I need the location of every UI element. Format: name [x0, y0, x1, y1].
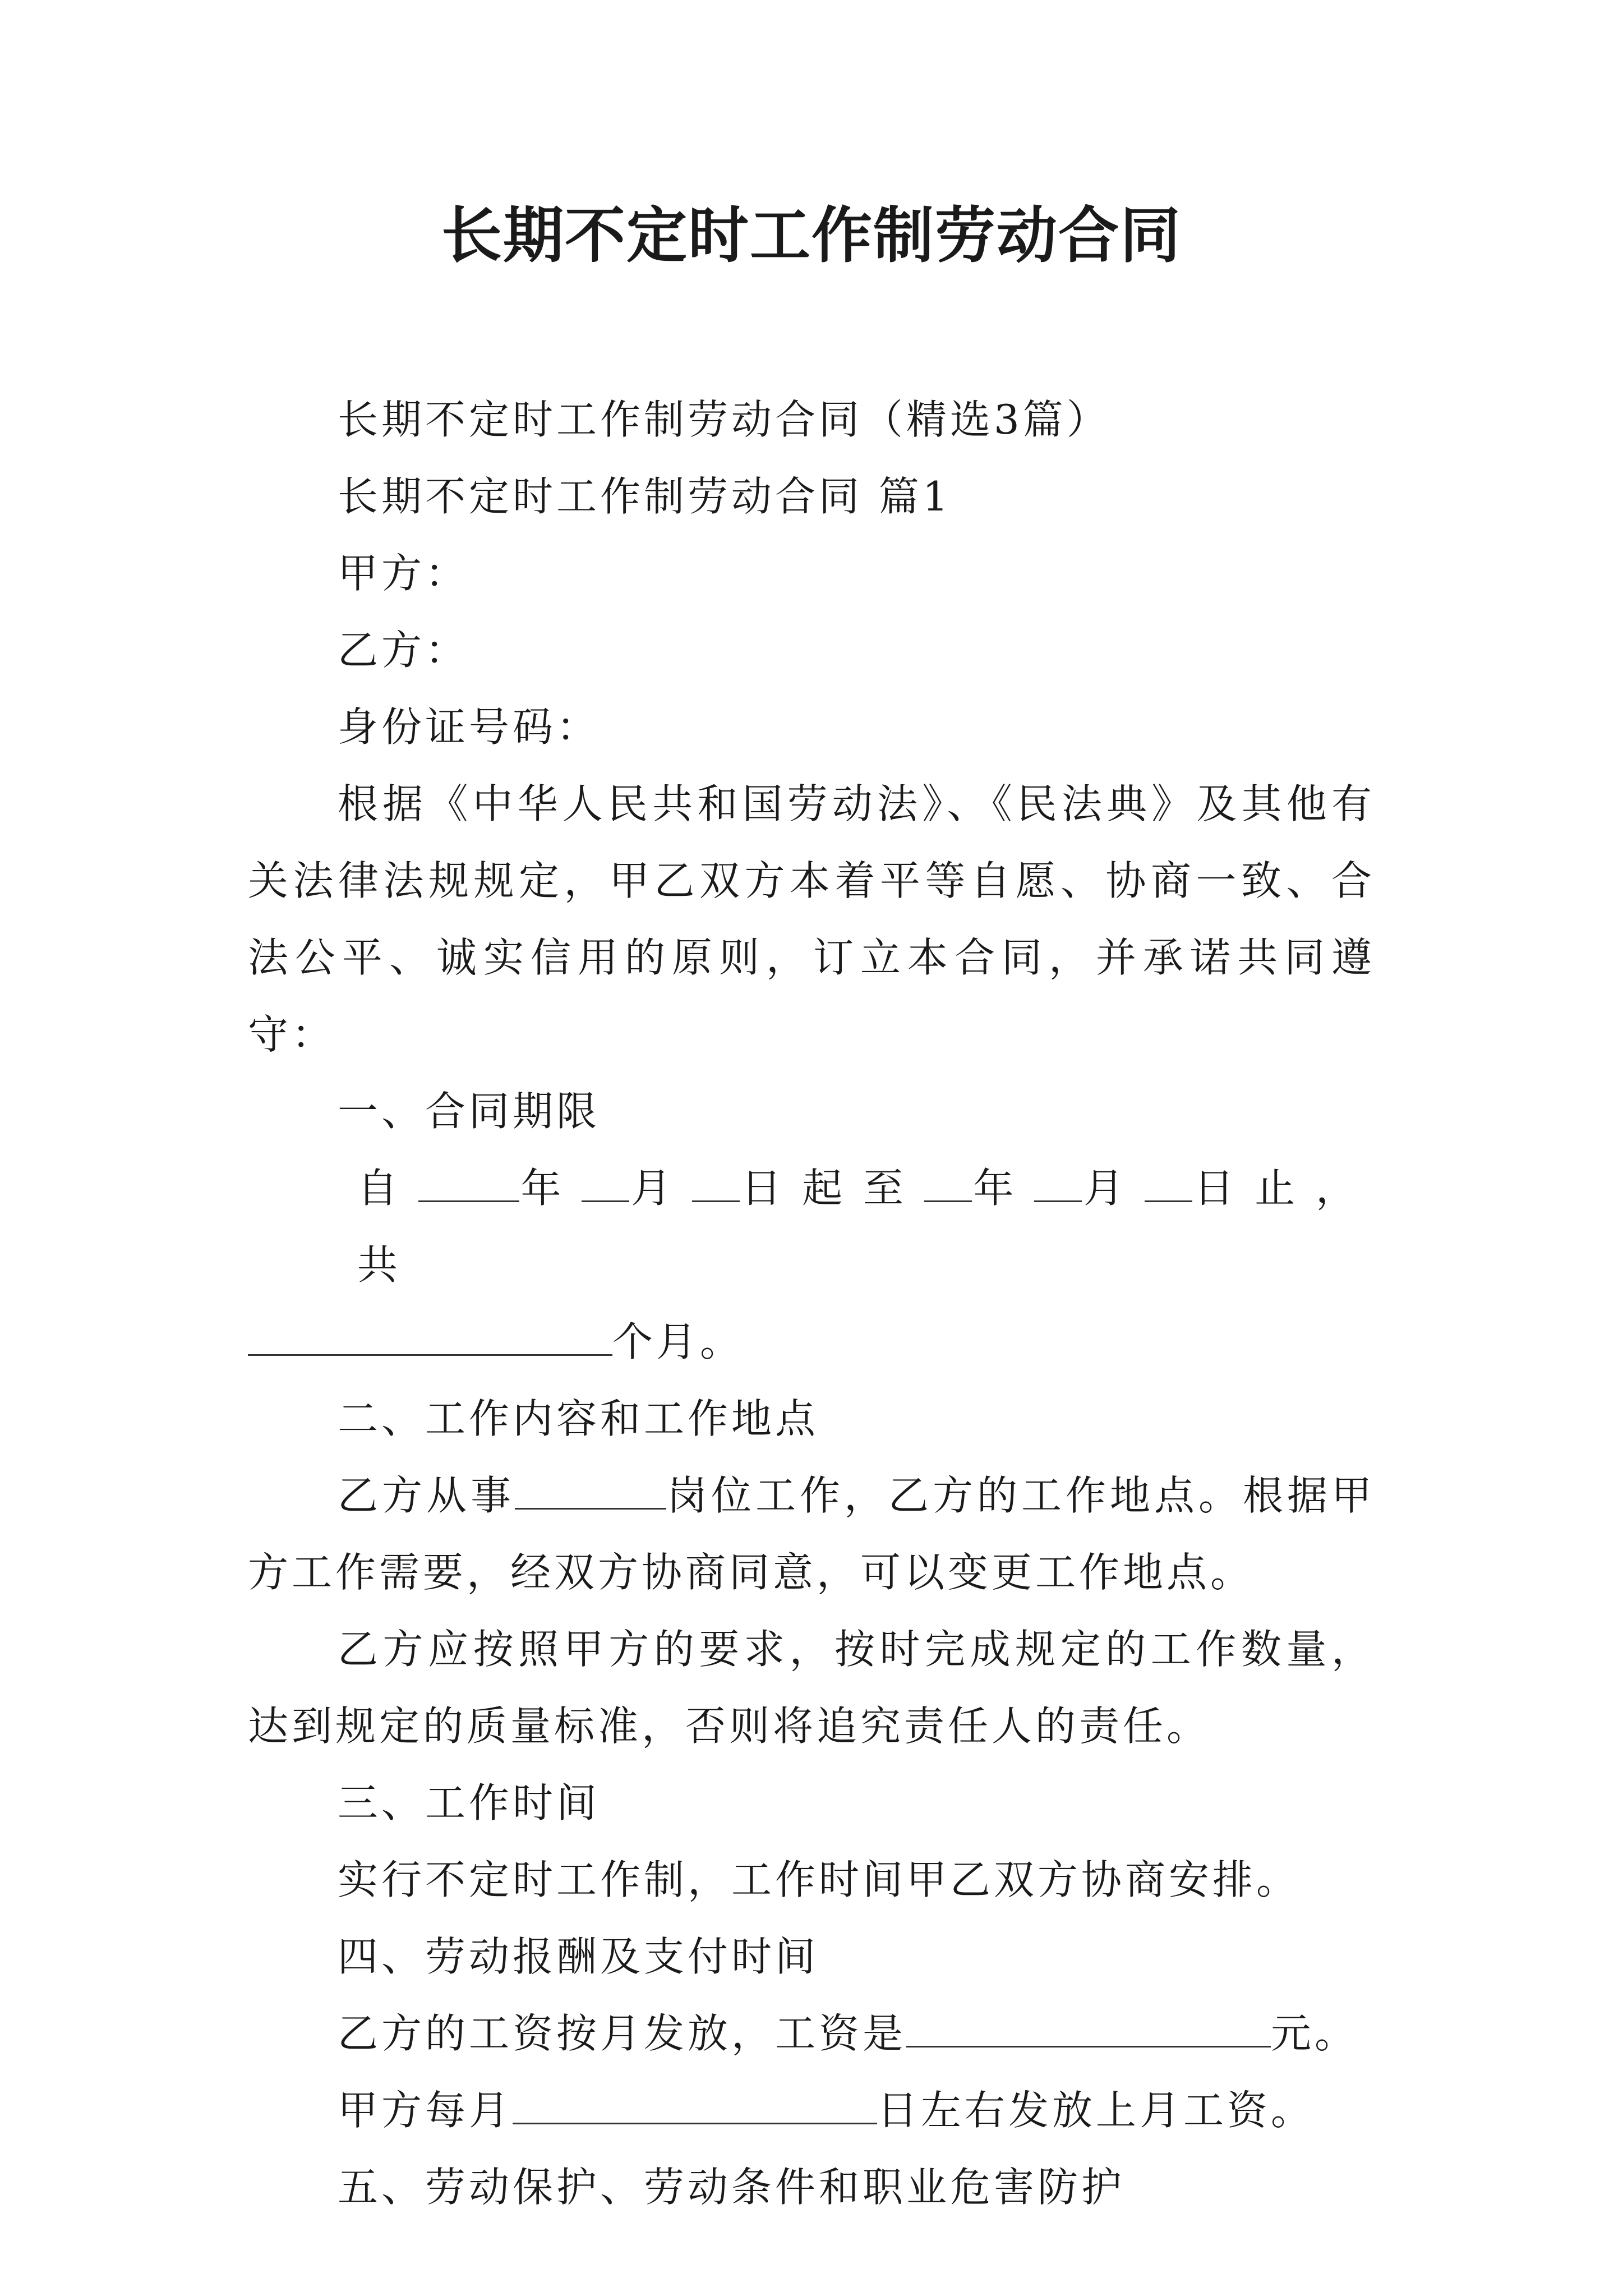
term-text-year-2: 年: [971, 1165, 1035, 1212]
blank-start-month: [582, 1156, 629, 1202]
paragraph-party-b: 乙方：: [338, 627, 469, 674]
payday-text-b: 日左右发放上月工资。: [877, 2087, 1315, 2134]
paragraph-preamble: 根据《中华人民共和国劳动法》、《民法典》及其他有关法律法规规定，甲乙双方本着平等自愿、协商一致、合法公平、诚实信用的原则，订立本合同，并承诺共同遵守：: [248, 780, 1375, 1058]
clause-heading-hours: 三、工作时间: [338, 1779, 601, 1826]
contract-term-block: [248, 1150, 1375, 1381]
salary-text-b: 元。: [1271, 2010, 1359, 2057]
paragraph-party-a: 甲方：: [338, 550, 469, 597]
position-text-a: 乙方从事: [338, 1472, 515, 1519]
blank-start-year: [418, 1156, 519, 1202]
term-text-until: 日起至: [739, 1165, 924, 1212]
salary-text-a: 乙方的工资按月发放，工资是: [338, 2010, 907, 2057]
blank-end-day: [1145, 1156, 1192, 1202]
blank-pay-day: [513, 2078, 877, 2124]
term-text-months: 个月。: [612, 1318, 744, 1365]
blank-end-month: [1034, 1156, 1082, 1202]
term-text-total: 日止，共: [357, 1165, 1375, 1289]
paragraph-hours: 实行不定时工作制，工作时间甲乙双方协商安排。: [338, 1856, 1301, 1903]
clause-heading-term: 一、合同期限: [338, 1088, 601, 1135]
position-text-b: 岗位工作，乙方的工作地点。根据甲方工作需要，经双方协商同意，可以变更工作地点。: [248, 1472, 1375, 1596]
term-text-month: 月: [629, 1165, 692, 1212]
document-title: 长期不定时工作制劳动合同: [441, 200, 1182, 271]
clause-heading-work: 二、工作内容和工作地点: [338, 1395, 819, 1442]
paragraph-position: [248, 1457, 1375, 1611]
blank-salary: [906, 2001, 1271, 2047]
term-text-from: 自: [357, 1165, 418, 1212]
term-text-month-2: 月: [1082, 1165, 1145, 1212]
payday-text-a: 甲方每月: [338, 2087, 513, 2134]
paragraph-collection-heading: 长期不定时工作制劳动合同（精选3篇）: [338, 396, 1110, 443]
paragraph-quality: 乙方应按照甲方的要求，按时完成规定的工作数量，达到规定的质量标准，否则将追究责任人的责任。: [248, 1626, 1375, 1750]
blank-start-day: [692, 1156, 740, 1202]
clause-heading-protection: 五、劳动保护、劳动条件和职业危害防护: [338, 2164, 1126, 2211]
clause-heading-pay: 四、劳动报酬及支付时间: [338, 1933, 819, 1980]
contract-term-line-2: [248, 1304, 1375, 1381]
term-text-year: 年: [519, 1165, 582, 1212]
blank-position: [515, 1463, 666, 1510]
blank-end-year: [924, 1156, 972, 1202]
paragraph-section-heading: 长期不定时工作制劳动合同 篇1: [338, 473, 952, 520]
contract-term-line: [248, 1150, 1375, 1304]
paragraph-id-number: 身份证号码：: [338, 703, 601, 751]
paragraph-salary: [248, 1995, 1375, 2072]
document-body: [248, 381, 1375, 2226]
blank-months-total: [248, 1309, 612, 1356]
paragraph-pay-day: [248, 2072, 1375, 2149]
